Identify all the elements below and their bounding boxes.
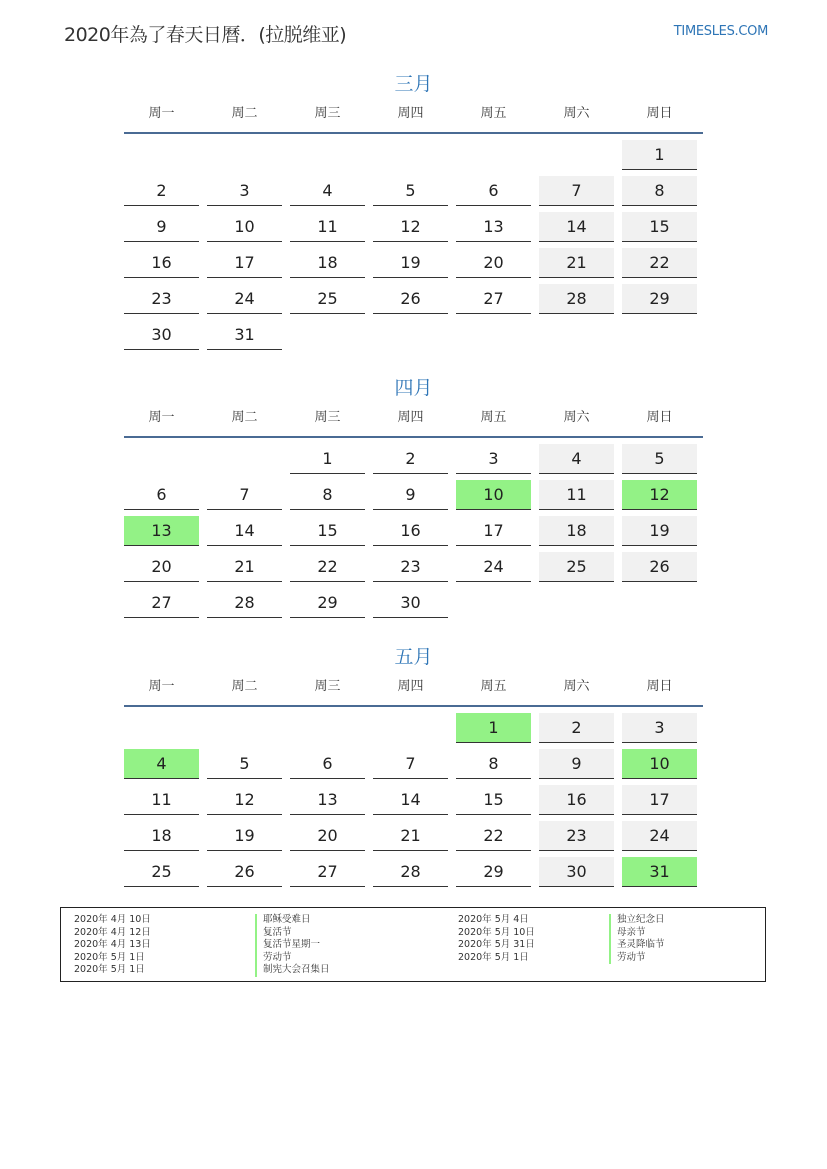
day-cell: 17 [207, 248, 282, 278]
day-cell: 28 [207, 588, 282, 618]
day-cell: 2 [373, 444, 448, 474]
day-cell: 6 [456, 176, 531, 206]
empty-cell [207, 140, 282, 170]
holiday-date: 2020年 4月 10日 [74, 914, 151, 925]
weekday-label: 周六 [563, 106, 590, 121]
holiday-name: 劳动节 [255, 952, 330, 965]
weekday-label: 周一 [148, 410, 175, 425]
weekday-label: 周四 [397, 679, 424, 694]
holiday-date: 2020年 4月 12日 [74, 926, 151, 938]
holiday-dates-right [458, 914, 535, 964]
empty-cell [124, 140, 199, 170]
holiday-cell: 10 [456, 480, 531, 510]
month-title: 四月 [394, 377, 433, 399]
day-cell: 22 [622, 248, 697, 278]
day-cell: 20 [456, 248, 531, 278]
weekday-label: 周日 [646, 106, 673, 121]
holiday-date: 2020年 4月 13日 [74, 939, 151, 950]
day-cell: 2 [124, 176, 199, 206]
day-cell: 19 [207, 821, 282, 851]
day-cell: 7 [373, 749, 448, 779]
holiday-name: 制宪大会召集日 [255, 964, 330, 977]
day-cell: 20 [124, 552, 199, 582]
weekday-label: 周三 [314, 679, 341, 694]
day-cell: 25 [539, 552, 614, 582]
day-cell: 22 [456, 821, 531, 851]
page-title: 2020年為了春天日曆．(拉脱维亚) [64, 24, 347, 46]
holiday-date: 2020年 5月 4日 [458, 914, 529, 925]
day-cell: 20 [290, 821, 365, 851]
weekday-label: 周五 [480, 410, 507, 425]
day-cell: 12 [373, 212, 448, 242]
empty-cell [207, 444, 282, 474]
weekday-label: 周四 [397, 410, 424, 425]
day-cell: 18 [124, 821, 199, 851]
day-cell: 25 [290, 284, 365, 314]
day-grid [124, 140, 703, 356]
day-cell: 13 [456, 212, 531, 242]
holiday-name: 劳动节 [609, 952, 665, 965]
day-cell: 15 [456, 785, 531, 815]
day-cell: 16 [539, 785, 614, 815]
day-cell: 30 [539, 857, 614, 887]
holiday-name: 耶稣受难日 [255, 914, 330, 927]
day-cell: 5 [207, 749, 282, 779]
holiday-name: 独立纪念日 [609, 914, 665, 927]
day-cell: 11 [124, 785, 199, 815]
day-cell: 21 [373, 821, 448, 851]
empty-cell [456, 140, 531, 170]
day-cell: 10 [207, 212, 282, 242]
day-cell: 24 [622, 821, 697, 851]
holiday-date: 2020年 5月 31日 [458, 939, 535, 950]
empty-cell [373, 140, 448, 170]
weekday-label: 周六 [563, 410, 590, 425]
holiday-name: 母亲节 [609, 927, 665, 940]
holiday-date: 2020年 5月 10日 [458, 926, 535, 938]
weekday-label: 周三 [314, 106, 341, 121]
site-link[interactable]: TIMESLES.COM [673, 24, 768, 39]
month-april [124, 374, 703, 624]
weekday-label: 周六 [563, 679, 590, 694]
day-cell: 30 [373, 588, 448, 618]
day-cell: 24 [207, 284, 282, 314]
weekday-label: 周日 [646, 679, 673, 694]
weekday-label: 周二 [231, 410, 258, 425]
empty-cell [290, 140, 365, 170]
weekday-label: 周二 [231, 679, 258, 694]
day-cell: 6 [290, 749, 365, 779]
day-cell: 4 [539, 444, 614, 474]
day-cell: 14 [207, 516, 282, 546]
day-cell: 1 [622, 140, 697, 170]
day-cell: 26 [622, 552, 697, 582]
holiday-legend [60, 907, 766, 982]
day-cell: 3 [622, 713, 697, 743]
day-cell: 11 [539, 480, 614, 510]
day-cell: 27 [124, 588, 199, 618]
day-cell: 21 [207, 552, 282, 582]
day-cell: 25 [124, 857, 199, 887]
day-cell: 21 [539, 248, 614, 278]
day-cell: 5 [373, 176, 448, 206]
holiday-cell: 10 [622, 749, 697, 779]
empty-cell [539, 140, 614, 170]
day-cell: 26 [207, 857, 282, 887]
day-cell: 19 [622, 516, 697, 546]
weekday-label: 周一 [148, 679, 175, 694]
day-cell: 29 [622, 284, 697, 314]
holiday-date: 2020年 5月 1日 [458, 951, 529, 963]
day-cell: 26 [373, 284, 448, 314]
holiday-cell: 12 [622, 480, 697, 510]
day-cell: 30 [124, 320, 199, 350]
day-cell: 14 [373, 785, 448, 815]
day-grid [124, 713, 703, 893]
day-grid [124, 444, 703, 624]
day-cell: 8 [622, 176, 697, 206]
day-cell: 6 [124, 480, 199, 510]
day-cell: 27 [456, 284, 531, 314]
day-cell: 14 [539, 212, 614, 242]
month-title: 三月 [394, 73, 433, 95]
holiday-cell: 1 [456, 713, 531, 743]
day-cell: 23 [539, 821, 614, 851]
day-cell: 7 [207, 480, 282, 510]
month-march [124, 70, 703, 356]
empty-cell [290, 713, 365, 743]
day-cell: 17 [622, 785, 697, 815]
day-cell: 29 [290, 588, 365, 618]
day-cell: 1 [290, 444, 365, 474]
day-cell: 22 [290, 552, 365, 582]
day-cell: 13 [290, 785, 365, 815]
day-cell: 28 [539, 284, 614, 314]
empty-cell [373, 713, 448, 743]
day-cell: 28 [373, 857, 448, 887]
day-cell: 18 [539, 516, 614, 546]
weekday-label: 周三 [314, 410, 341, 425]
weekday-label: 周日 [646, 410, 673, 425]
month-title: 五月 [394, 646, 433, 668]
holiday-names-right [609, 914, 665, 964]
weekday-header [124, 104, 703, 134]
day-cell: 16 [373, 516, 448, 546]
day-cell: 19 [373, 248, 448, 278]
day-cell: 23 [124, 284, 199, 314]
holiday-dates-left [74, 914, 151, 977]
day-cell: 4 [290, 176, 365, 206]
day-cell: 17 [456, 516, 531, 546]
day-cell: 23 [373, 552, 448, 582]
empty-cell [124, 444, 199, 474]
day-cell: 8 [456, 749, 531, 779]
holiday-cell: 13 [124, 516, 199, 546]
day-cell: 8 [290, 480, 365, 510]
day-cell: 18 [290, 248, 365, 278]
weekday-label: 周一 [148, 106, 175, 121]
day-cell: 16 [124, 248, 199, 278]
day-cell: 24 [456, 552, 531, 582]
weekday-label: 周四 [397, 106, 424, 121]
holiday-name: 圣灵降临节 [609, 939, 665, 952]
day-cell: 7 [539, 176, 614, 206]
holiday-cell: 4 [124, 749, 199, 779]
weekday-header [124, 408, 703, 438]
holiday-date: 2020年 5月 1日 [74, 951, 145, 963]
empty-cell [124, 713, 199, 743]
weekday-label: 周五 [480, 679, 507, 694]
holiday-name: 复活节 [255, 927, 330, 940]
day-cell: 15 [622, 212, 697, 242]
weekday-header [124, 677, 703, 707]
day-cell: 29 [456, 857, 531, 887]
month-may [124, 643, 703, 893]
day-cell: 5 [622, 444, 697, 474]
day-cell: 2 [539, 713, 614, 743]
day-cell: 3 [456, 444, 531, 474]
day-cell: 9 [373, 480, 448, 510]
day-cell: 11 [290, 212, 365, 242]
day-cell: 27 [290, 857, 365, 887]
empty-cell [207, 713, 282, 743]
weekday-label: 周五 [480, 106, 507, 121]
holiday-cell: 31 [622, 857, 697, 887]
holiday-names-left [255, 914, 330, 977]
day-cell: 15 [290, 516, 365, 546]
day-cell: 12 [207, 785, 282, 815]
day-cell: 31 [207, 320, 282, 350]
day-cell: 3 [207, 176, 282, 206]
holiday-name: 复活节星期一 [255, 939, 330, 952]
day-cell: 9 [124, 212, 199, 242]
holiday-date: 2020年 5月 1日 [74, 964, 145, 975]
weekday-label: 周二 [231, 106, 258, 121]
day-cell: 9 [539, 749, 614, 779]
